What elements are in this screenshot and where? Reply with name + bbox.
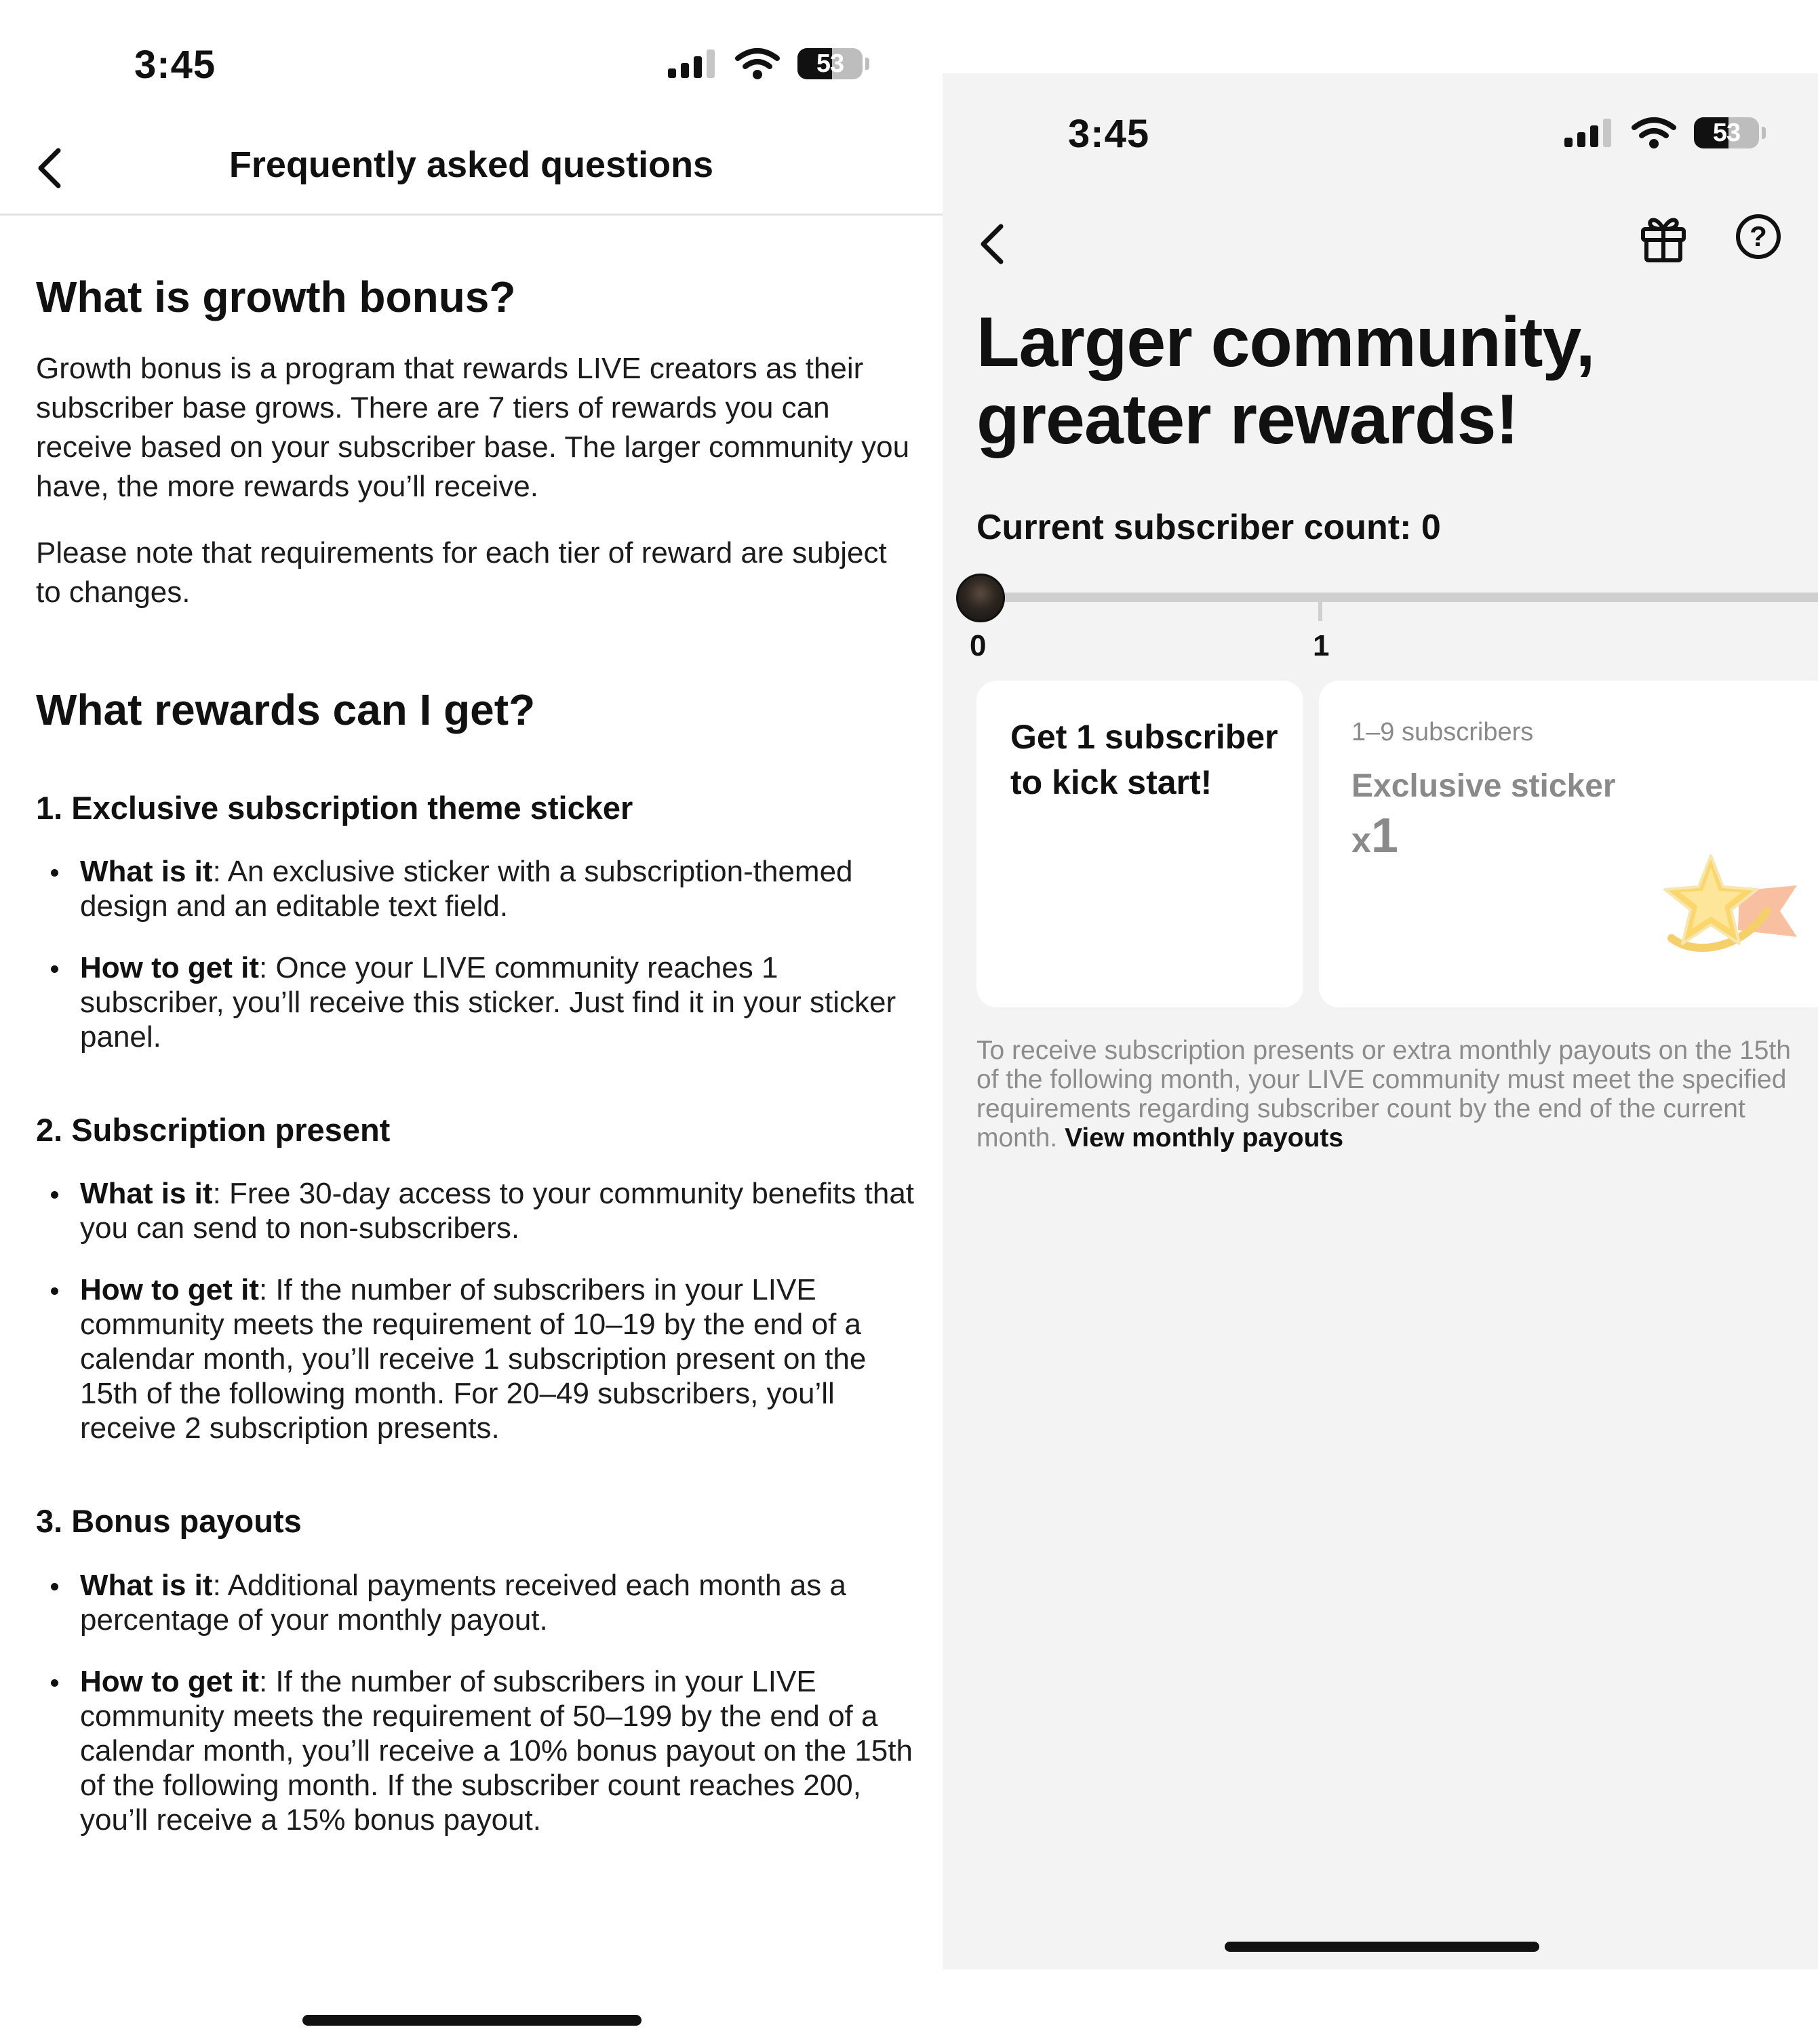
page-title: Frequently asked questions <box>229 144 714 185</box>
signal-icon <box>1564 119 1611 147</box>
faq-heading-growth: What is growth bonus? <box>36 273 516 321</box>
list-item: How to get it: If the number of subscribers in your LIVE community meets the requirement of 10–19 by the end of a calendar month, you’ll receive 1 subscription present on the 15th of the following month. For 20–49 subscribers, you’ll receive 2 subscription presents. <box>36 1273 917 1445</box>
reward-list <box>36 1568 917 1837</box>
status-icons <box>1564 117 1766 149</box>
home-indicator[interactable] <box>1225 1942 1539 1952</box>
faq-header <box>0 115 943 216</box>
star-sticker-icon <box>1658 850 1800 959</box>
tier-reward: Exclusive sticker <box>1351 768 1616 804</box>
subscriber-count: Current subscriber count: 0 <box>976 508 1441 547</box>
signal-icon <box>668 49 715 78</box>
avatar <box>956 574 1005 622</box>
status-icons <box>668 47 869 80</box>
faq-paragraph: Please note that requirements for each tier of reward are subject to changes. <box>36 536 887 609</box>
list-item: What is it: Additional payments received each month as a percentage of your monthly payout. <box>36 1568 917 1637</box>
battery-icon <box>797 48 863 79</box>
payout-note: To receive subscription presents or extra monthly payouts on the 15th of the following month, your LIVE community must meet the specified requirements regarding subscriber count by the end of the current month. View monthly payouts <box>976 1036 1791 1153</box>
battery-icon <box>1694 117 1759 148</box>
home-indicator[interactable] <box>302 2015 641 2026</box>
tick-label-0: 0 <box>970 629 987 662</box>
tier-card[interactable] <box>1319 681 1818 1007</box>
question-mark-icon: ? <box>1750 220 1767 252</box>
view-monthly-payouts-link[interactable]: View monthly payouts <box>1065 1123 1344 1153</box>
wifi-icon <box>1632 117 1676 149</box>
faq-paragraph: Growth bonus is a program that rewards LIVE creators as their subscriber base grows. There are 7 tiers of rewards you can receive based on your subscriber base. The larger community you have, the more rewards you’ll receive. <box>36 351 910 503</box>
kick-start-text: Get 1 subscriber to kick start! <box>1010 718 1278 801</box>
progress-track <box>997 593 1818 602</box>
battery-level: 53 <box>1712 118 1741 147</box>
reward-title: 2. Subscription present <box>36 1111 391 1148</box>
tick-label-1: 1 <box>1313 629 1330 662</box>
battery-level: 53 <box>816 49 844 78</box>
kick-start-card[interactable] <box>976 681 1303 1007</box>
status-time: 3:45 <box>1068 112 1150 156</box>
progress-tick <box>1318 602 1322 621</box>
list-item: How to get it: If the number of subscribers in your LIVE community meets the requirement of 50–199 by the end of a calendar month, you’ll receive a 10% bonus payout on the 15th of the following month. If the subscriber count reaches 200, you’ll receive a 15% bonus payout. <box>36 1664 917 1837</box>
chevron-left-icon[interactable] <box>976 222 1006 266</box>
growth-bonus-screen <box>943 73 1818 1969</box>
tier-quantity: x1 <box>1351 809 1398 863</box>
reward-list <box>36 854 917 1054</box>
status-time: 3:45 <box>134 43 216 87</box>
list-item: What is it: Free 30-day access to your community benefits that you can send to non-subscribers. <box>36 1176 917 1245</box>
list-item: What is it: An exclusive sticker with a subscription-themed design and an editable text field. <box>36 854 917 923</box>
help-button[interactable] <box>1736 214 1781 259</box>
reward-title: 1. Exclusive subscription theme sticker <box>36 789 633 826</box>
reward-list <box>36 1176 917 1445</box>
faq-heading-rewards: What rewards can I get? <box>36 685 536 734</box>
tier-range: 1–9 subscribers <box>1351 718 1534 746</box>
wifi-icon <box>735 47 780 80</box>
gift-icon[interactable] <box>1640 213 1687 263</box>
reward-title: 3. Bonus payouts <box>36 1503 302 1540</box>
list-item: How to get it: Once your LIVE community reaches 1 subscriber, you’ll receive this sticker. Just find it in your sticker panel. <box>36 950 917 1054</box>
faq-content <box>36 271 917 1837</box>
hero-title: Larger community, greater rewards! <box>976 303 1595 459</box>
